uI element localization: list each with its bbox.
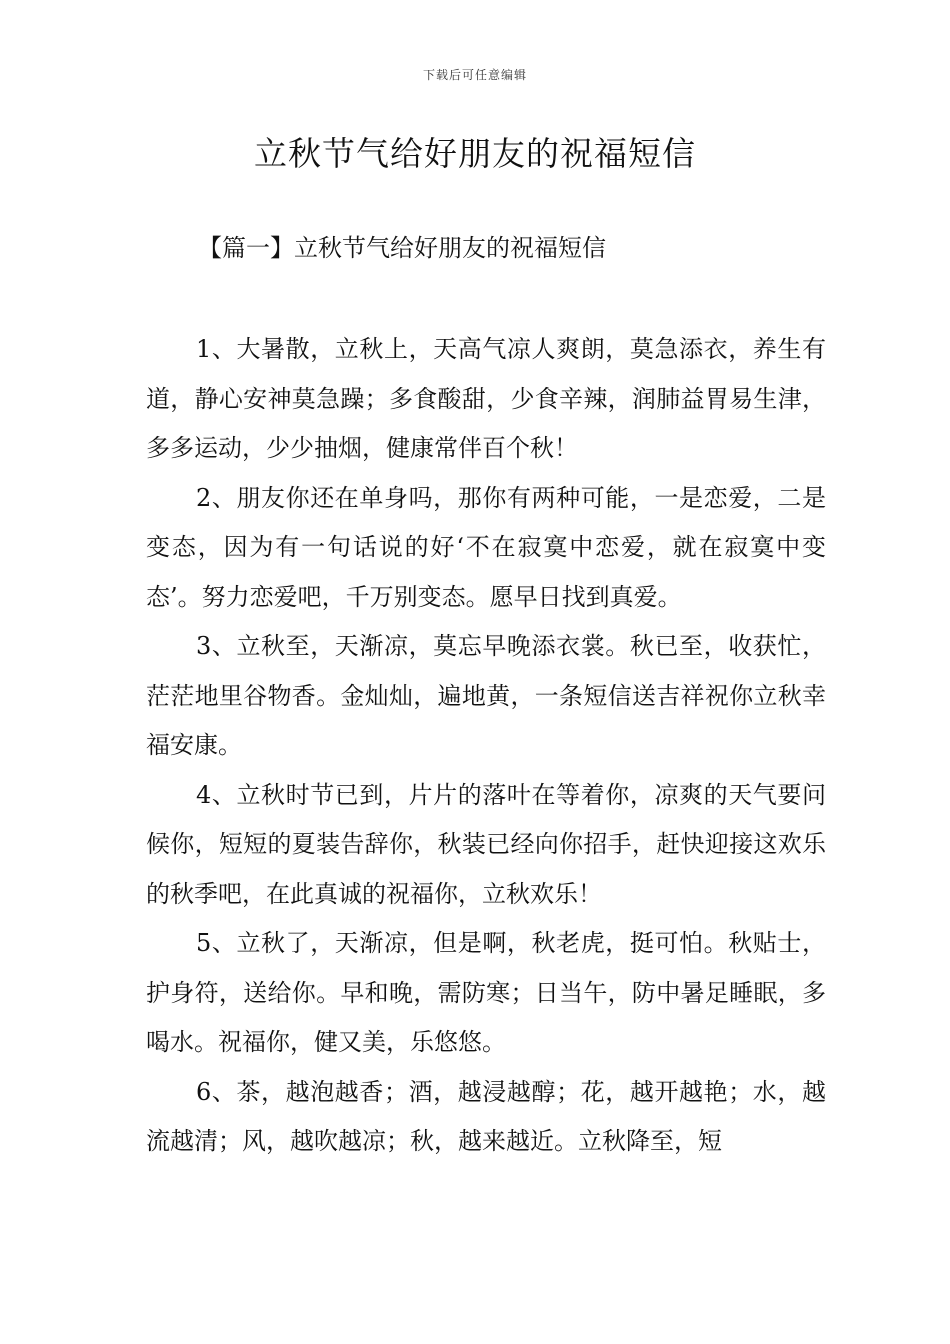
document-title: 立秋节气给好朋友的祝福短信 [254,134,696,173]
paragraph-6: 6、茶，越泡越香；酒，越浸越醇；花，越开越艳；水，越流越清；风，越吹越凉；秋，越来越近。立秋降至，短 [146,1077,826,1155]
body-text [146,325,826,1167]
paragraph-5: 5、立秋了，天渐凉，但是啊，秋老虎，挺可怕。秋贴士，护身符，送给你。早和晚，需防寒；日当午，防中暑足睡眠，多喝水。祝福你，健又美，乐悠悠。 [146,929,826,1056]
paragraph-1: 1、大暑散，立秋上，天高气凉人爽朗，莫急添衣，养生有道，静心安神莫急躁；多食酸甜，少食辛辣，润肺益胃易生津，多多运动，少少抽烟，健康常伴百个秋！ [146,335,826,462]
paragraph-2: 2、朋友你还在单身吗，那你有两种可能，一是恋爱，二是变态，因为有一句话说的好‘不在寂寞中恋爱，就在寂寞中变态’。努力恋爱吧，千万别变态。愿早日找到真爱。 [146,483,826,611]
paragraph-3: 3、立秋至，天渐凉，莫忘早晚添衣裳。秋已至，收获忙，茫茫地里谷物香。金灿灿，遍地黄，一条短信送吉祥祝你立秋幸福安康。 [146,632,826,759]
section-heading: 【篇一】立秋节气给好朋友的祝福短信 [198,234,606,262]
header-note: 下载后可任意编辑 [422,68,527,82]
paragraph-4: 4、立秋时节已到，片片的落叶在等着你，凉爽的天气要问候你，短短的夏装告辞你，秋装已经向你招手，赶快迎接这欢乐的秋季吧，在此真诚的祝福你，立秋欢乐！ [146,780,826,908]
